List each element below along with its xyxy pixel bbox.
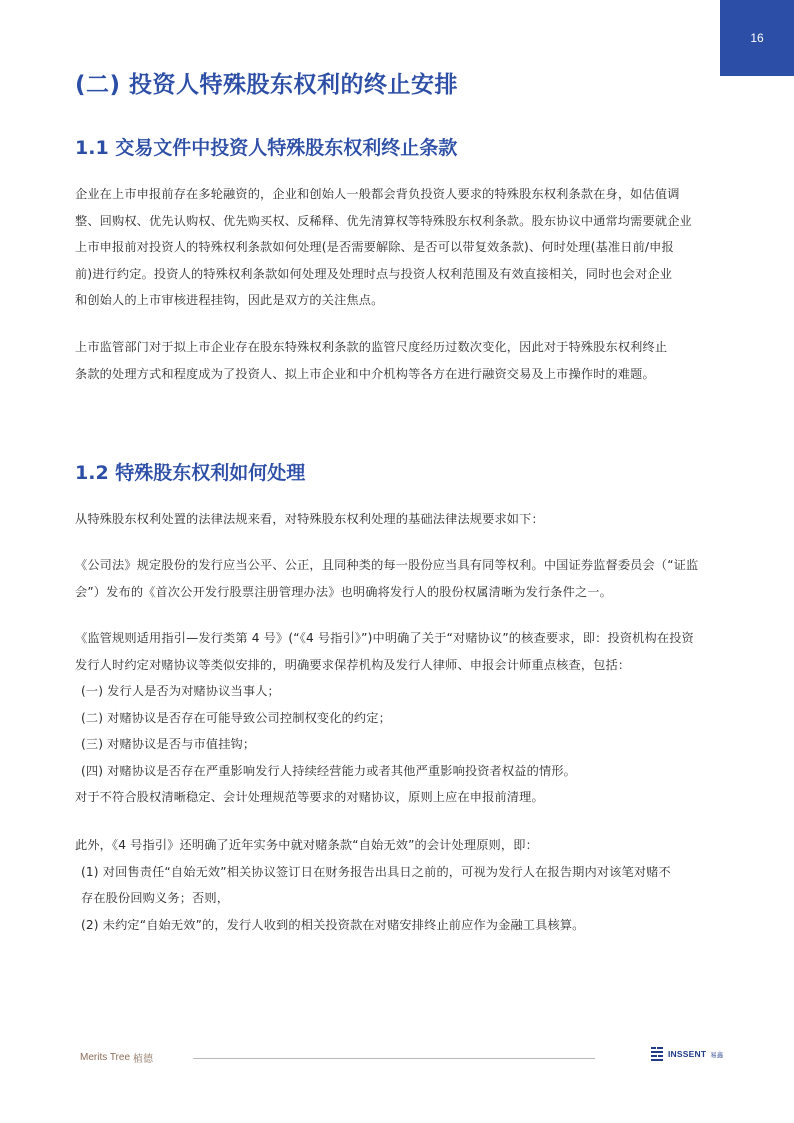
accounting-item: (2) 未约定“自始无效”的，发行人收到的相关投资款在对赌安排终止前应作为金融工具核算。 (81, 917, 585, 932)
page-title: (二) 投资人特殊股东权利的终止安排 (75, 72, 459, 98)
check-item: (四) 对赌协议是否存在严重影响发行人持续经营能力或者其他严重影响投资者权益的情形。 (81, 763, 576, 778)
inssent-logo-cn: 易鑫 (710, 1051, 724, 1059)
text-line: 上市监管部门对于拟上市企业存在股东特殊权利条款的监管尺度经历过数次变化，因此对于特殊股东权利终止 (75, 340, 668, 354)
footer-divider (193, 1058, 595, 1059)
text-line: 和创始人的上市审核进程挂钩，因此是双方的关注焦点。 (75, 293, 384, 307)
text-line: 发行人时约定对赌协议等类似安排的，明确要求保荐机构及发行人律师、申报会计师重点核查，包括： (75, 657, 631, 672)
check-item: (二) 对赌协议是否存在可能导致公司控制权变化的约定； (81, 710, 391, 725)
page-number-badge (720, 0, 794, 76)
check-item: (三) 对赌协议是否与市值挂钩； (81, 737, 256, 751)
page-number: 16 (750, 31, 764, 45)
text-line: 条款的处理方式和程度成为了投资人、拟上市企业和中介机构等各方在进行融资交易及上市操作时的难题。 (75, 366, 655, 381)
section-1-2-intro (75, 506, 720, 533)
text-line: 上市申报前对投资人的特殊权利条款如何处理(是否需要解除、是否可以带复效条款)、何时处理(基准日前/申报 (75, 240, 674, 254)
accounting-item: (1) 对回售责任“自始无效”相关协议签订日在财务报告出具日之前的，可视为发行人在报告期内对该笔对赌不 (81, 864, 671, 879)
text-line: 整、回购权、优先认购权、优先购买权、反稀释、优先清算权等特殊股东权利条款。股东协议中通常均需要就企业 (75, 213, 692, 228)
merits-tree-logo-cn: 植德 (133, 1054, 154, 1065)
inssent-logo-text: INSSENT (668, 1049, 707, 1059)
text-line: 从特殊股东权利处置的法律法规来看，对特殊股东权利处理的基础法律法规要求如下： (75, 512, 544, 526)
merits-tree-logo (80, 1050, 153, 1065)
text-line: 《公司法》规定股份的发行应当公平、公正，且同种类的每一股份应当具有同等权利。中国证券监督委员会（“证监 (75, 558, 699, 572)
text-line: 会”）发布的《首次公开发行股票注册管理办法》也明确将发行人的股份权属清晰为发行条件之一。 (75, 584, 612, 599)
text-line: 《监管规则适用指引—发行类第 4 号》(“《4 号指引》”)中明确了关于“对赌协议”的核查要求，即：投资机构在投资 (75, 631, 694, 645)
text-line: 对于不符合股权清晰稳定、会计处理规范等要求的对赌协议，原则上应在申报前清理。 (75, 790, 544, 804)
section-1-1-paragraph-2 (75, 334, 720, 387)
text-line: 企业在上市申报前存在多轮融资的，企业和创始人一般都会背负投资人要求的特殊股东权利条款在身，如估值调 (75, 187, 680, 201)
section-1-2-title: 1.2 特殊股东权利如何处理 (75, 462, 306, 484)
text-line: 前)进行约定。投资人的特殊权利条款如何处理及处理时点与投资人权利范围及有效直接相关，同时也会对企业 (75, 266, 673, 281)
company-law-paragraph (75, 552, 720, 605)
section-1-1-paragraph-1 (75, 181, 720, 314)
guideline-paragraph (75, 625, 720, 811)
inssent-logo (650, 1046, 723, 1062)
check-item: (一) 发行人是否为对赌协议当事人； (81, 684, 280, 698)
accounting-paragraph (75, 832, 720, 938)
merits-tree-logo-text: Merits Tree (80, 1052, 131, 1063)
text-line: 此外，《4 号指引》还明确了近年实务中就对赌条款“自始无效”的会计处理原则，即： (75, 838, 538, 852)
inssent-mark-icon (650, 1046, 664, 1062)
accounting-item: 存在股份回购义务；否则， (81, 891, 230, 905)
section-1-1-title: 1.1 交易文件中投资人特殊股东权利终止条款 (75, 137, 458, 159)
